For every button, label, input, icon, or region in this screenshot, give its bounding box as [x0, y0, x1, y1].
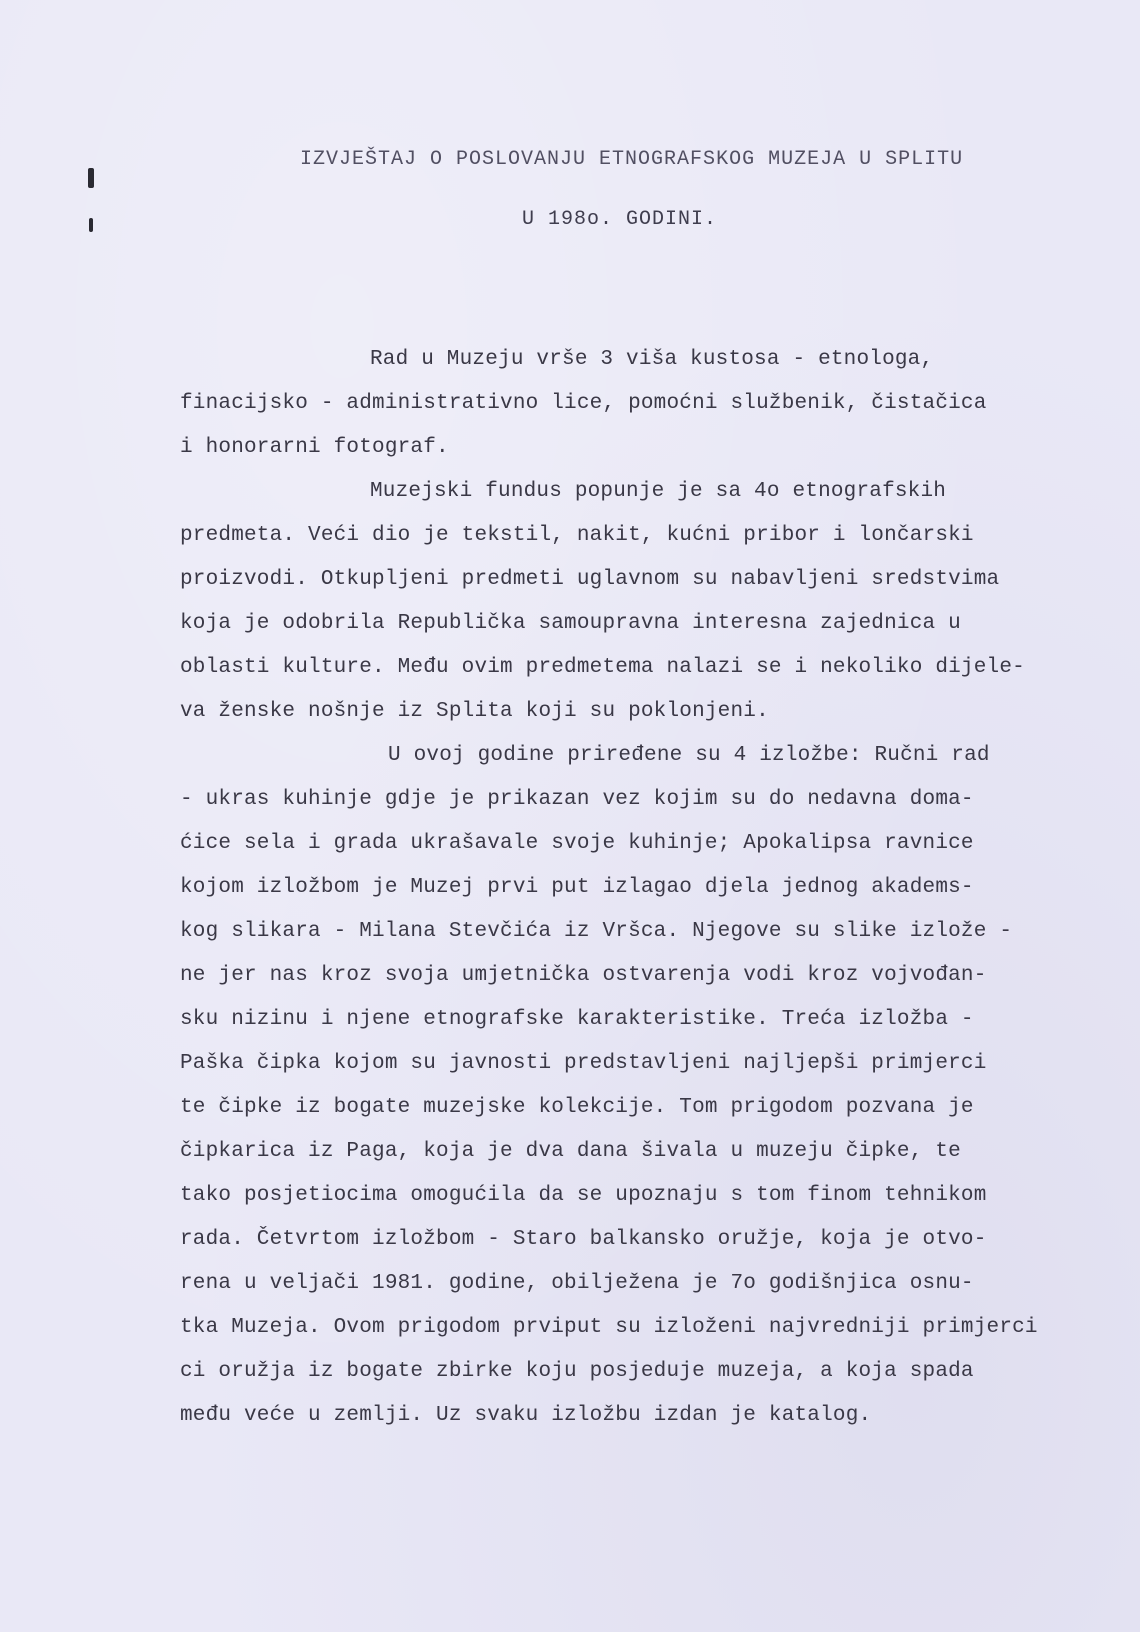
text-line: - ukras kuhinje gdje je prikazan vez kojim su do nedavna doma- — [180, 788, 974, 811]
text-line: Rad u Muzeju vrše 3 viša kustosa - etnologa, — [370, 348, 934, 371]
text-line: sku nizinu i njene etnografske karakteristike. Treća izložba - — [180, 1008, 974, 1031]
punch-hole-mark-bottom — [89, 218, 93, 232]
text-line: va ženske nošnje iz Splita koji su poklonjeni. — [180, 700, 769, 723]
text-line: finacijsko - administrativno lice, pomoćni službenik, čistačica — [180, 392, 987, 415]
text-line: ci oružja iz bogate zbirke koju posjeduje muzeja, a koja spada — [180, 1360, 974, 1383]
text-line: tka Muzeja. Ovom prigodom prviput su izloženi najvredniji primjerci — [180, 1316, 1038, 1339]
text-line: koja je odobrila Republička samoupravna interesna zajednica u — [180, 612, 961, 635]
text-line: tako posjetiocima omogućila da se upoznaju s tom finom tehnikom — [180, 1184, 987, 1207]
text-line: U ovoj godine priređene su 4 izložbe: Ručni rad — [388, 744, 990, 767]
text-line: rena u veljači 1981. godine, obilježena je 7o godišnjica osnu- — [180, 1272, 974, 1295]
text-line: ne jer nas kroz svoja umjetnička ostvarenja vodi kroz vojvođan- — [180, 964, 987, 987]
text-line: Paška čipka kojom su javnosti predstavljeni najljepši primjerci — [180, 1052, 987, 1075]
text-line: oblasti kulture. Među ovim predmetema nalazi se i nekoliko dijele- — [180, 656, 1025, 679]
text-line: i honorarni fotograf. — [180, 436, 449, 459]
text-line: čipkarica iz Paga, koja je dva dana šivala u muzeju čipke, te — [180, 1140, 961, 1163]
document-body — [180, 338, 1100, 1438]
text-line: Muzejski fundus popunje je sa 4o etnografskih — [370, 480, 947, 503]
text-line: ćice sela i grada ukrašavale svoje kuhinje; Apokalipsa ravnice — [180, 832, 974, 855]
document-subtitle: U 198o. GODINI. — [522, 208, 718, 231]
text-line: predmeta. Veći dio je tekstil, nakit, kućni pribor i lončarski — [180, 524, 974, 547]
document-title: IZVJEŠTAJ O POSLOVANJU ETNOGRAFSKOG MUZEJA U SPLITU — [300, 148, 964, 171]
punch-hole-mark-top — [88, 168, 94, 188]
text-line: kog slikara - Milana Stevčića iz Vršca. Njegove su slike izlože - — [180, 920, 1013, 943]
text-line: proizvodi. Otkupljeni predmeti uglavnom su nabavljeni sredstvima — [180, 568, 1000, 591]
text-line: kojom izložbom je Muzej prvi put izlagao djela jednog akadems- — [180, 876, 974, 899]
text-line: rada. Četvrtom izložbom - Staro balkansko oružje, koja je otvo- — [180, 1228, 987, 1251]
text-line: te čipke iz bogate muzejske kolekcije. Tom prigodom pozvana je — [180, 1096, 974, 1119]
text-line: među veće u zemlji. Uz svaku izložbu izdan je katalog. — [180, 1404, 872, 1427]
